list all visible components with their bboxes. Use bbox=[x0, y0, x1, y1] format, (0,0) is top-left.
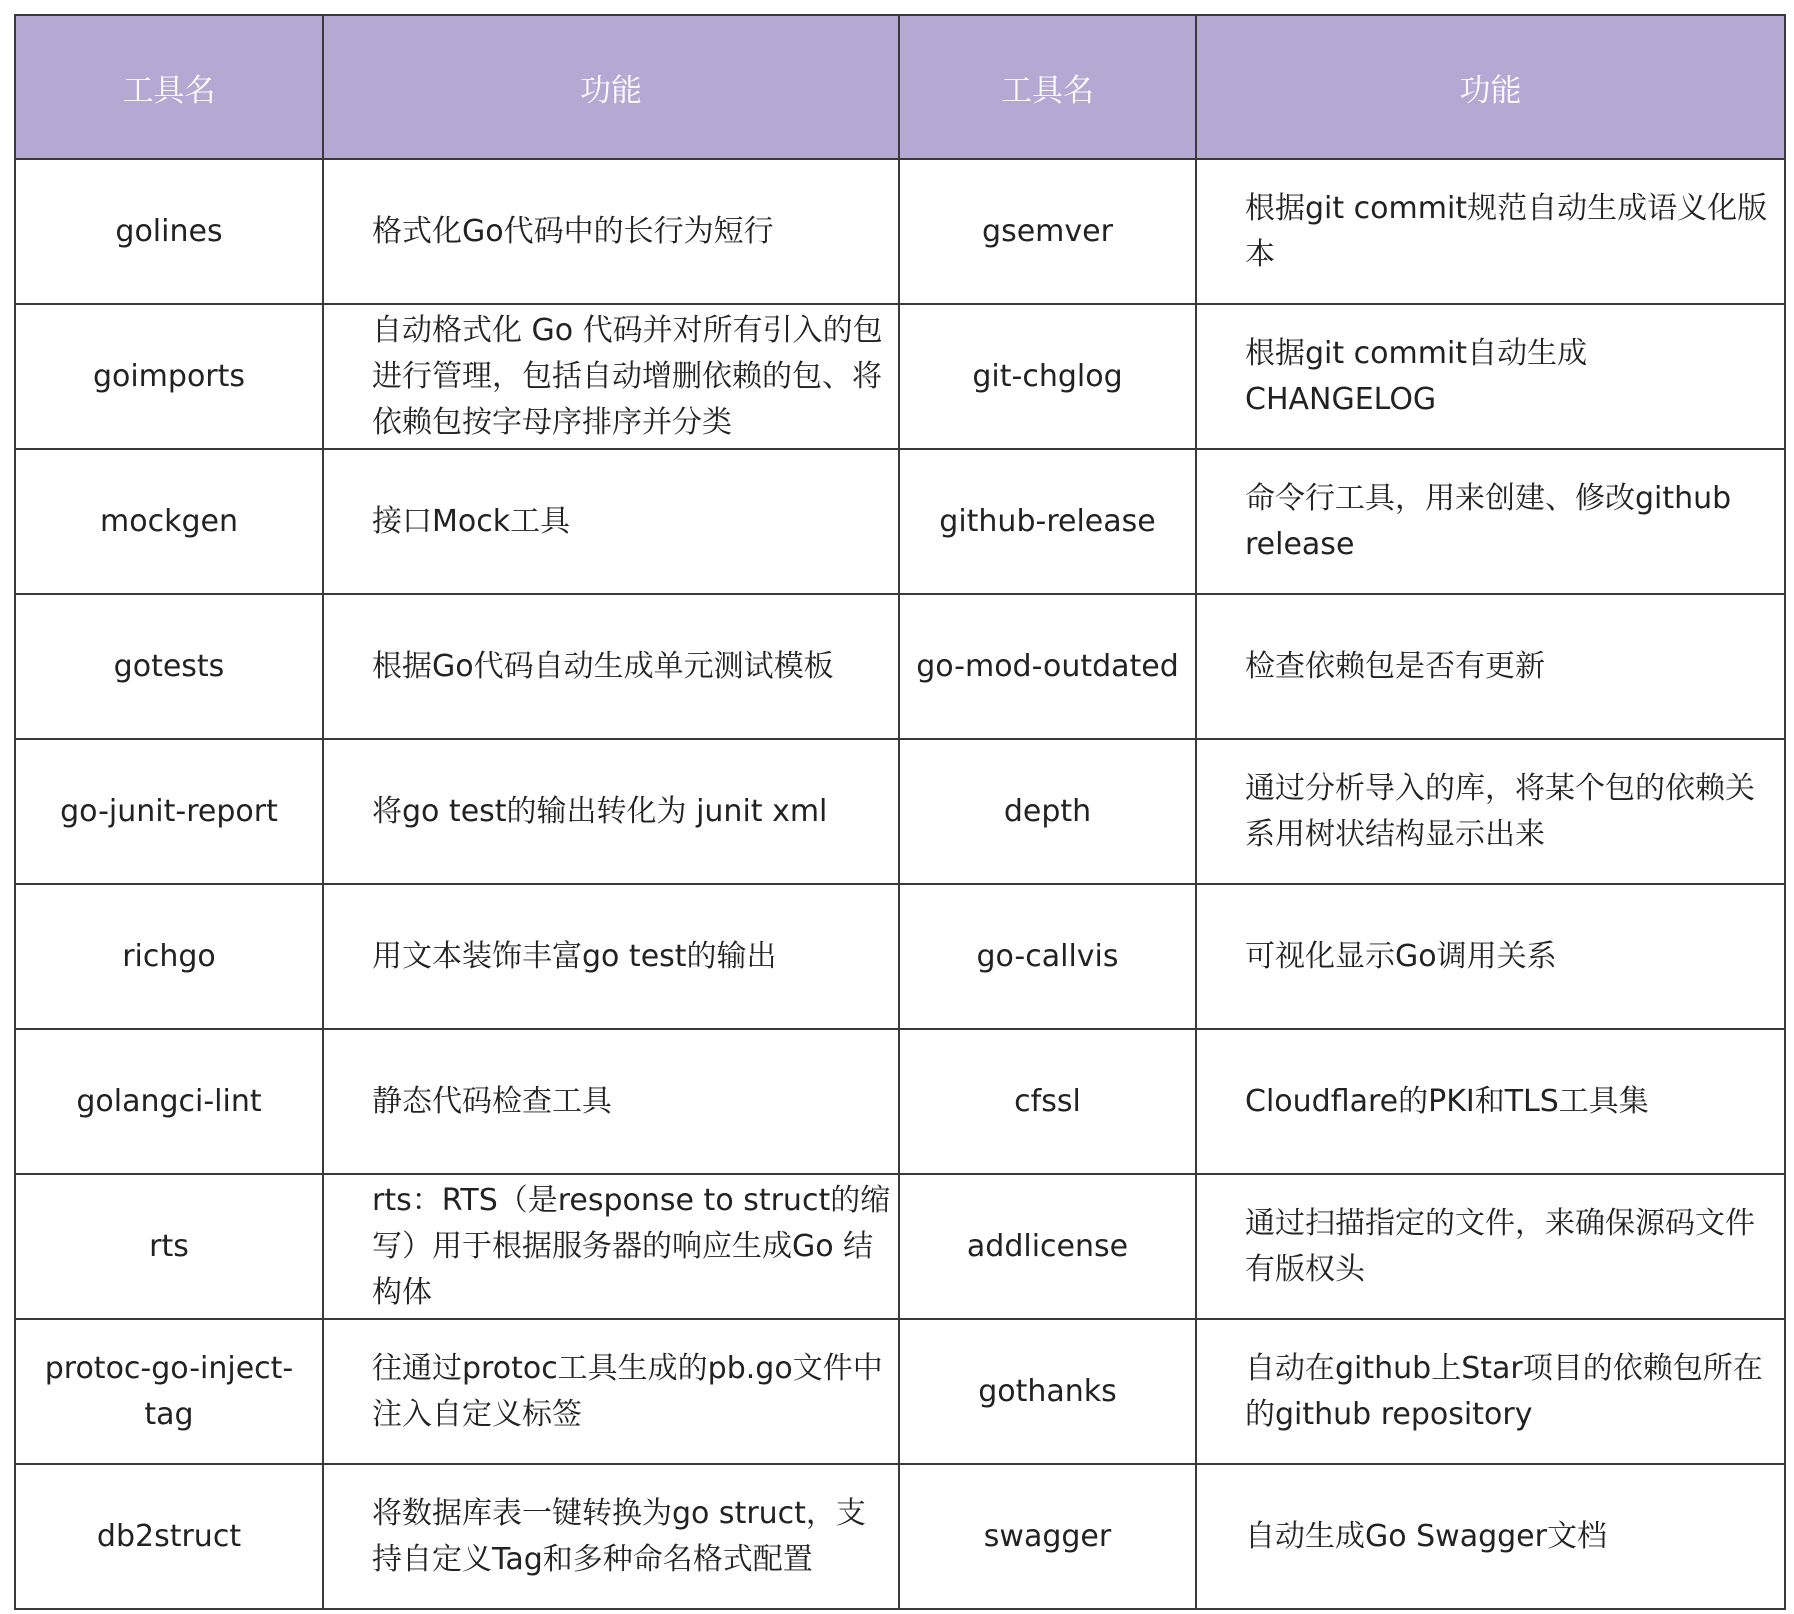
tool-function-cell: 可视化显示Go调用关系 bbox=[1196, 884, 1785, 1029]
tool-function-cell: 自动在github上Star项目的依赖包所在的github repository bbox=[1196, 1319, 1785, 1464]
tool-name-cell: depth bbox=[899, 739, 1196, 884]
table-body bbox=[15, 159, 1785, 1609]
tool-function-cell: 用文本装饰丰富go test的输出 bbox=[323, 884, 899, 1029]
go-tools-table bbox=[14, 14, 1786, 1610]
table-row bbox=[15, 159, 1785, 304]
tool-name-cell: gotests bbox=[15, 594, 323, 739]
tool-function-cell: Cloudflare的PKI和TLS工具集 bbox=[1196, 1029, 1785, 1174]
table-row bbox=[15, 1319, 1785, 1464]
tool-function-cell: 根据Go代码自动生成单元测试模板 bbox=[323, 594, 899, 739]
tool-name-cell: protoc-go-inject-tag bbox=[15, 1319, 323, 1464]
tool-name-cell: addlicense bbox=[899, 1174, 1196, 1319]
header-row bbox=[15, 15, 1785, 159]
header-function-1: 功能 bbox=[323, 15, 899, 159]
tool-function-cell: 接口Mock工具 bbox=[323, 449, 899, 594]
tool-name-cell: go-callvis bbox=[899, 884, 1196, 1029]
tool-function-cell: rts：RTS（是response to struct的缩写）用于根据服务器的响应生成Go 结构体 bbox=[323, 1174, 899, 1319]
tool-function-cell: 根据git commit规范自动生成语义化版本 bbox=[1196, 159, 1785, 304]
table-row bbox=[15, 594, 1785, 739]
header-function-2: 功能 bbox=[1196, 15, 1785, 159]
table-row bbox=[15, 884, 1785, 1029]
table-row bbox=[15, 304, 1785, 449]
tool-function-cell: 静态代码检查工具 bbox=[323, 1029, 899, 1174]
tool-name-cell: git-chglog bbox=[899, 304, 1196, 449]
tool-name-cell: github-release bbox=[899, 449, 1196, 594]
tool-function-cell: 往通过protoc工具生成的pb.go文件中注入自定义标签 bbox=[323, 1319, 899, 1464]
tool-function-cell: 通过分析导入的库，将某个包的依赖关系用树状结构显示出来 bbox=[1196, 739, 1785, 884]
tools-table-container bbox=[14, 14, 1784, 1610]
table-row bbox=[15, 1029, 1785, 1174]
tool-name-cell: swagger bbox=[899, 1464, 1196, 1609]
tool-name-cell: golines bbox=[15, 159, 323, 304]
table-row bbox=[15, 1464, 1785, 1609]
tool-function-cell: 命令行工具，用来创建、修改github release bbox=[1196, 449, 1785, 594]
tool-name-cell: rts bbox=[15, 1174, 323, 1319]
header-tool-name-2: 工具名 bbox=[899, 15, 1196, 159]
tool-name-cell: cfssl bbox=[899, 1029, 1196, 1174]
table-header bbox=[15, 15, 1785, 159]
header-tool-name-1: 工具名 bbox=[15, 15, 323, 159]
tool-name-cell: golangci-lint bbox=[15, 1029, 323, 1174]
tool-function-cell: 自动格式化 Go 代码并对所有引入的包进行管理，包括自动增删依赖的包、将依赖包按字母序排序并分类 bbox=[323, 304, 899, 449]
tool-name-cell: richgo bbox=[15, 884, 323, 1029]
tool-name-cell: mockgen bbox=[15, 449, 323, 594]
tool-name-cell: gsemver bbox=[899, 159, 1196, 304]
tool-function-cell: 将数据库表一键转换为go struct，支持自定义Tag和多种命名格式配置 bbox=[323, 1464, 899, 1609]
tool-name-cell: db2struct bbox=[15, 1464, 323, 1609]
tool-function-cell: 将go test的输出转化为 junit xml bbox=[323, 739, 899, 884]
tool-function-cell: 通过扫描指定的文件，来确保源码文件有版权头 bbox=[1196, 1174, 1785, 1319]
tool-name-cell: go-junit-report bbox=[15, 739, 323, 884]
table-row bbox=[15, 739, 1785, 884]
tool-function-cell: 根据git commit自动生成CHANGELOG bbox=[1196, 304, 1785, 449]
tool-name-cell: goimports bbox=[15, 304, 323, 449]
tool-name-cell: gothanks bbox=[899, 1319, 1196, 1464]
tool-name-cell: go-mod-outdated bbox=[899, 594, 1196, 739]
tool-function-cell: 检查依赖包是否有更新 bbox=[1196, 594, 1785, 739]
table-row bbox=[15, 449, 1785, 594]
tool-function-cell: 自动生成Go Swagger文档 bbox=[1196, 1464, 1785, 1609]
table-row bbox=[15, 1174, 1785, 1319]
tool-function-cell: 格式化Go代码中的长行为短行 bbox=[323, 159, 899, 304]
